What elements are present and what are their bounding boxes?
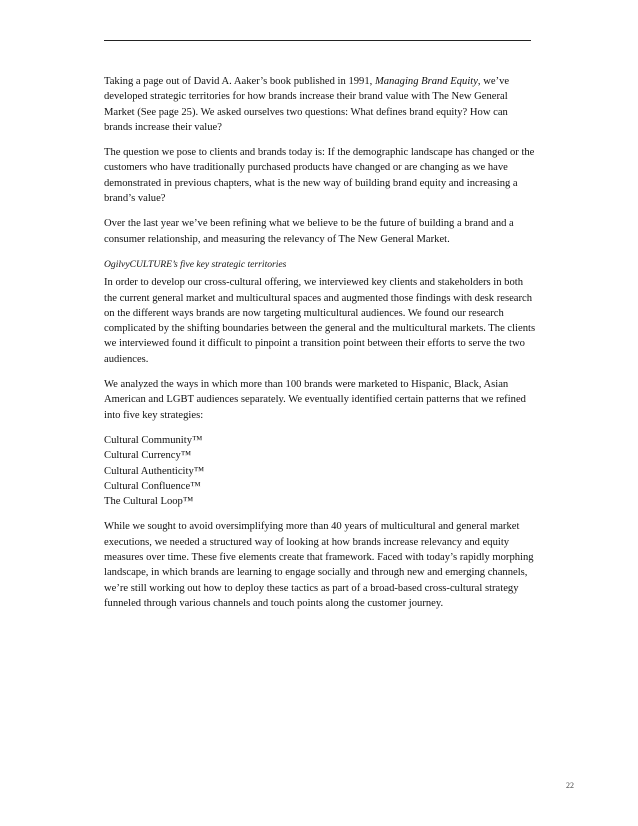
- paragraph-question: The question we pose to clients and brands today is: If the demographic landscape has changed or the customers who have traditionally purchased products have changed or are changing as we have demonstrated in previous chapters, what is the new way of building brand equity and increasing a brand’s value?: [104, 147, 535, 205]
- body-text: [104, 74, 536, 621]
- section-subheading: OgilvyCULTURE’s five key strategic territories: [104, 258, 287, 270]
- strategy-item: Cultural Authenticity™: [104, 465, 205, 477]
- intro-text-before: Taking a page out of David A. Aaker’s book published in 1991,: [104, 76, 375, 87]
- strategy-item: Cultural Confluence™: [104, 480, 201, 492]
- paragraph-intro: [104, 74, 536, 135]
- paragraph-refining: Over the last year we’ve been refining what we believe to be the future of building a brand and a consumer relationship, and measuring the relevancy of The New General Market.: [104, 218, 514, 245]
- strategy-item: The Cultural Loop™: [104, 496, 194, 508]
- book-title: Managing Brand Equity: [374, 76, 478, 87]
- strategy-item: Cultural Currency™: [104, 450, 192, 462]
- page-number: 22: [566, 781, 574, 790]
- paragraph-research: In order to develop our cross-cultural offering, we interviewed key clients and stakeholders in both the current general market and multicultural spaces and augmented those findings with desk research on the different ways brands are now targeting multicultural audiences. We found our research complicated by the shifting boundaries between the general and the multicultural markets. The clients we interviewed found it difficult to pinpoint a transition point between their efforts to serve the two audiences.: [104, 277, 536, 365]
- strategy-list: [104, 433, 536, 509]
- paragraph-framework: While we sought to avoid oversimplifying more than 40 years of multicultural and general market executions, we needed a structured way of looking at how brands increase relevancy and equity measures over time. These five elements create that framework. Faced with today’s rapidly morphing landscape, in which brands are learning to engage socially and through new and emerging channels, we’re still working out how to deploy these tactics as part of a broad-based cross-cultural strategy funneled through various channels and touch points along the customer journey.: [104, 521, 534, 609]
- intro-text-after: , we’ve developed strategic territories for how brands increase their brand value with The New General Market (See page 25). We asked ourselves two questions: What defines brand equity? How can brands increase their value?: [104, 76, 510, 133]
- header-rule: [104, 40, 531, 41]
- strategy-item: Cultural Community™: [104, 434, 203, 446]
- paragraph-analysis: We analyzed the ways in which more than 100 brands were marketed to Hispanic, Black, Asian American and LGBT audiences separately. We eventually identified certain patterns that we refined into five key strategies:: [104, 379, 526, 421]
